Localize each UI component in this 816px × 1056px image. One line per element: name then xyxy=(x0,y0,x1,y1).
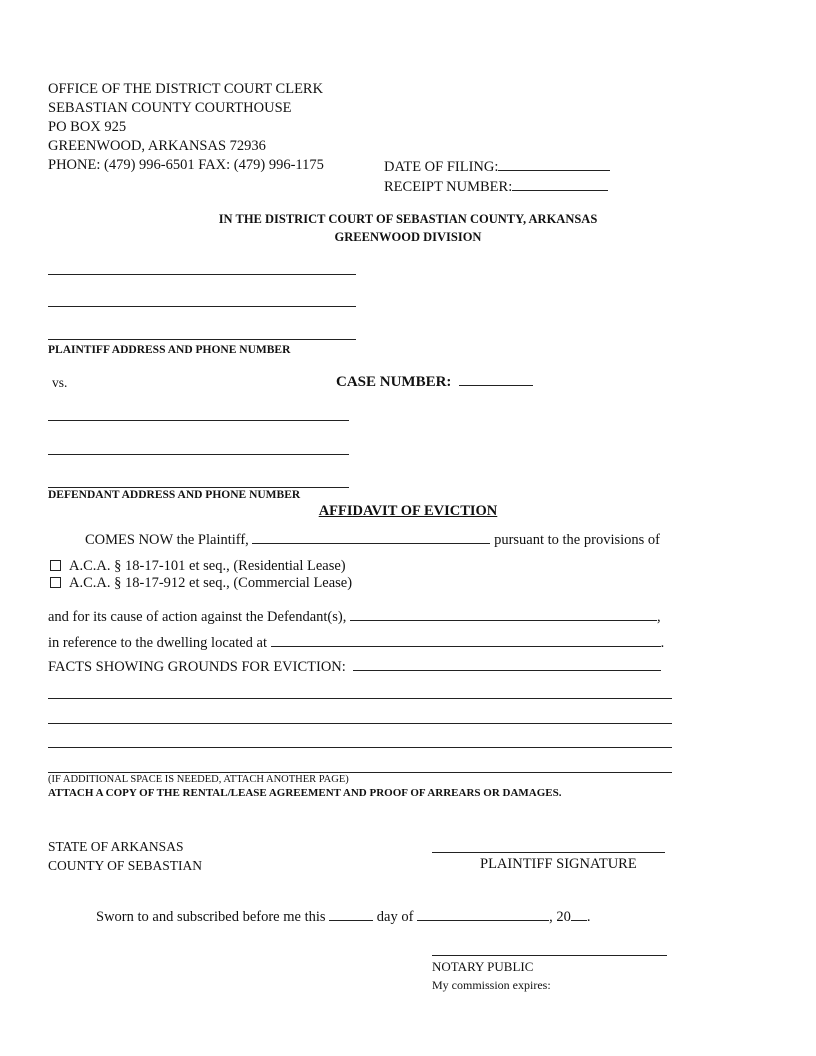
court-title: IN THE DISTRICT COURT OF SEBASTIAN COUNTY, ARKANSAS xyxy=(218,212,598,226)
office-phone-fax: PHONE: (479) 996-6501 FAX: (479) 996-1175 xyxy=(48,157,324,173)
plaintiff-line-2[interactable] xyxy=(48,306,356,307)
date-of-filing-row xyxy=(384,157,610,177)
defendant-label: DEFENDANT ADDRESS AND PHONE NUMBER xyxy=(48,489,301,501)
notary-public-label: NOTARY PUBLIC xyxy=(432,959,534,974)
facts-field-1[interactable] xyxy=(353,657,661,671)
reference-text: in reference to the dwelling located at xyxy=(48,635,268,651)
office-line-4: GREENWOOD, ARKANSAS 72936 xyxy=(48,138,266,154)
facts-line-3[interactable] xyxy=(48,723,672,724)
venue-state: STATE OF ARKANSAS xyxy=(48,839,184,854)
facts-line-5[interactable] xyxy=(48,772,672,773)
office-address-block xyxy=(48,80,324,175)
commercial-lease-label: A.C.A. § 18-17-912 et seq., (Commercial Lease) xyxy=(69,575,353,591)
commercial-lease-checkbox[interactable] xyxy=(50,577,61,588)
court-division: GREENWOOD DIVISION xyxy=(334,230,482,244)
plaintiff-signature-label: PLAINTIFF SIGNATURE xyxy=(480,856,637,872)
commission-expires-label: My commission expires: xyxy=(432,978,551,992)
venue-county: COUNTY OF SEBASTIAN xyxy=(48,858,203,873)
court-heading xyxy=(0,210,816,246)
office-line-1: OFFICE OF THE DISTRICT COURT CLERK xyxy=(48,81,324,97)
sworn-period: . xyxy=(586,909,591,925)
comes-now-row xyxy=(85,530,660,550)
facts-row xyxy=(48,657,661,677)
case-number-label: CASE NUMBER: xyxy=(336,374,452,390)
dwelling-address-field[interactable] xyxy=(271,633,661,647)
plaintiff-label: PLAINTIFF ADDRESS AND PHONE NUMBER xyxy=(48,344,291,356)
attach-note: ATTACH A COPY OF THE RENTAL/LEASE AGREEMENT AND PROOF OF ARREARS OR DAMAGES. xyxy=(48,787,562,799)
sworn-row xyxy=(96,907,590,927)
defendant-line-1[interactable] xyxy=(48,420,349,421)
option-commercial xyxy=(50,574,352,593)
affidavit-title: AFFIDAVIT OF EVICTION xyxy=(318,503,498,519)
sworn-year-prefix: , 20 xyxy=(549,909,571,925)
additional-space-note: (IF ADDITIONAL SPACE IS NEEDED, ATTACH ANOTHER PAGE) xyxy=(48,774,349,785)
facts-text: FACTS SHOWING GROUNDS FOR EVICTION: xyxy=(48,659,346,675)
sworn-year-field[interactable] xyxy=(571,907,587,921)
case-number-field[interactable] xyxy=(459,372,533,386)
defendant-line-3[interactable] xyxy=(48,487,349,488)
date-of-filing-field[interactable] xyxy=(498,157,610,171)
pursuant-text: pursuant to the provisions of xyxy=(494,532,660,548)
facts-line-2[interactable] xyxy=(48,698,672,699)
residential-lease-label: A.C.A. § 18-17-101 et seq., (Residential Lease) xyxy=(69,558,346,574)
receipt-number-field[interactable] xyxy=(512,177,608,191)
residential-lease-checkbox[interactable] xyxy=(50,560,61,571)
versus-text: vs. xyxy=(52,375,68,390)
plaintiff-line-1[interactable] xyxy=(48,274,356,275)
office-line-2: SEBASTIAN COUNTY COURTHOUSE xyxy=(48,100,292,116)
comes-now-text: COMES NOW the Plaintiff, xyxy=(85,532,249,548)
sworn-day-field[interactable] xyxy=(329,907,373,921)
defendant-name-field[interactable] xyxy=(350,607,657,621)
receipt-number-label: RECEIPT NUMBER: xyxy=(384,179,513,195)
case-number-row xyxy=(336,372,533,391)
defendant-line-2[interactable] xyxy=(48,454,349,455)
plaintiff-signature-line[interactable] xyxy=(432,852,665,853)
cause-row: and for its cause of action against the Defendant(s), , xyxy=(48,609,661,625)
plaintiff-line-3[interactable] xyxy=(48,339,356,340)
office-line-3: PO BOX 925 xyxy=(48,119,127,135)
reference-row: in reference to the dwelling located at . xyxy=(48,635,665,651)
receipt-number-row xyxy=(384,177,608,197)
cause-text: and for its cause of action against the Defendant(s), xyxy=(48,609,347,625)
sworn-day-of: day of xyxy=(376,909,414,925)
sworn-text: Sworn to and subscribed before me this xyxy=(96,909,326,925)
date-of-filing-label: DATE OF FILING: xyxy=(384,159,499,175)
sworn-month-field[interactable] xyxy=(417,907,549,921)
plaintiff-name-field[interactable] xyxy=(252,530,490,544)
facts-line-4[interactable] xyxy=(48,747,672,748)
notary-signature-line[interactable] xyxy=(432,955,667,956)
venue-block xyxy=(48,837,202,875)
